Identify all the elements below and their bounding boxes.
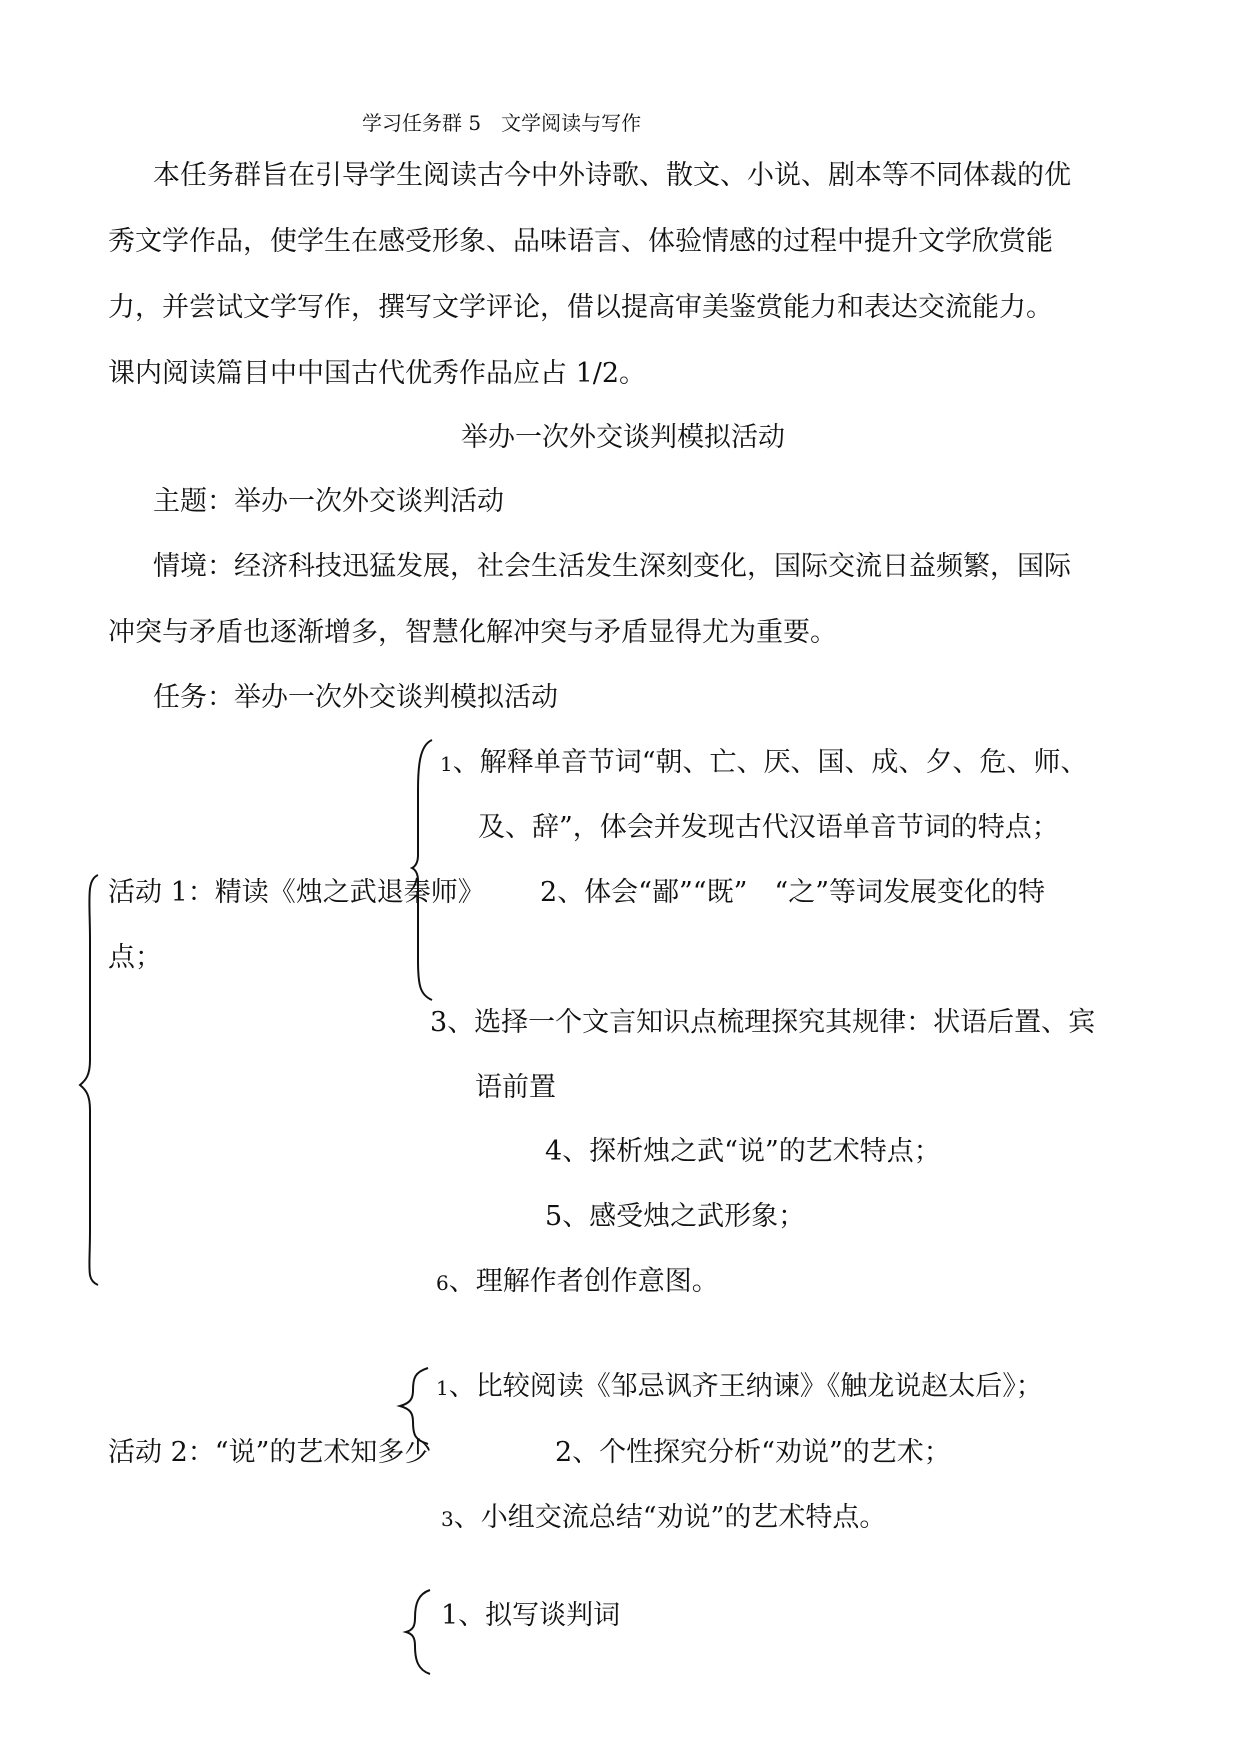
activity1-item3-number: 3 [430,1007,448,1038]
activity1-item5-number: 5 [545,1201,563,1232]
activity2-title: 活动 2：“说”的艺术知多少 [108,1437,432,1468]
activity1-item1-number: 1 [440,752,453,776]
intro-line-1: 本任务群旨在引导学生阅读古今中外诗歌、散文、小说、剧本等不同体裁的优 [153,160,1071,191]
activity2-item1 [436,1373,1043,1400]
activity3-brace [406,1590,430,1674]
activity1-item2 [540,879,1045,906]
situation-line-1: 情境：经济科技迅猛发展，社会生活发生深刻变化，国际交流日益频繁，国际 [153,551,1071,582]
task-line: 任务：举办一次外交谈判模拟活动 [153,682,558,713]
situation-line-2: 冲突与矛盾也逐渐增多，智慧化解冲突与矛盾显得尤为重要。 [108,617,837,648]
activity1-item2-text: 、体会“鄙”“既” “之”等词发展变化的特 [557,877,1046,908]
page-header: 学习任务群 5 文学阅读与写作 [362,111,642,135]
activity1-item3-line2: 语前置 [475,1072,556,1103]
activity1-item5-text: 、感受烛之武形象； [562,1201,806,1232]
activity1-item2-number: 2 [540,877,558,908]
activity1-item1-text: 、解释单音节词“朝、亡、厌、国、成、夕、危、师、 [452,747,1088,778]
activity1-item6-text: 、理解作者创作意图。 [448,1266,719,1297]
activity1-item1-line2: 及、辞”，体会并发现古代汉语单音节词的特点； [478,812,1059,843]
activity1-item6-number: 6 [436,1271,449,1295]
activity3-item1-text: 、拟写谈判词 [458,1600,621,1631]
activity1-item3-text: 、选择一个文言知识点梳理探究其规律：状语后置、宾 [447,1007,1096,1038]
activity2-item2-text: 、个性探究分析“劝说”的艺术； [572,1437,951,1468]
activity1-title: 活动 1：精读《烛之武退秦师》 [108,877,485,908]
activity2-item3-text: 、小组交流总结“劝说”的艺术特点。 [453,1502,887,1533]
activity2-item3 [441,1504,886,1531]
activity1-item6 [436,1268,719,1295]
activity1-item4-number: 4 [545,1136,563,1167]
intro-line-2: 秀文学作品，使学生在感受形象、品味语言、体验情感的过程中提升文学欣赏能 [108,226,1053,257]
intro-line-4: 课内阅读篇目中中国古代优秀作品应占 1/2。 [108,358,647,389]
activity1-item4-text: 、探析烛之武“说”的艺术特点； [562,1136,941,1167]
activity2-brace [400,1368,428,1444]
activity1-title-cont: 点； [108,942,162,973]
activity2-item2 [555,1439,951,1466]
activity1-item4 [545,1138,941,1165]
activity3-item1-number: 1 [441,1600,459,1631]
activity1-outer-brace [80,875,98,1285]
intro-line-3: 力，并尝试文学写作，撰写文学评论，借以提高审美鉴赏能力和表达交流能力。 [108,292,1053,323]
activity1-item1-line1 [440,749,1088,776]
activity2-item2-number: 2 [555,1437,573,1468]
activity1-items-brace [412,740,432,1000]
activity2-item1-number: 1 [436,1376,449,1400]
activity3-item1 [441,1602,620,1629]
activity2-item1-text: 、比较阅读《邹忌讽齐王纳谏》《触龙说赵太后》； [448,1371,1043,1402]
activity2-item3-number: 3 [441,1507,454,1531]
activity1-item3-line1 [430,1009,1095,1036]
activity1-item5 [545,1203,805,1230]
theme-line: 主题：举办一次外交谈判活动 [153,486,504,517]
section-title: 举办一次外交谈判模拟活动 [461,422,785,453]
